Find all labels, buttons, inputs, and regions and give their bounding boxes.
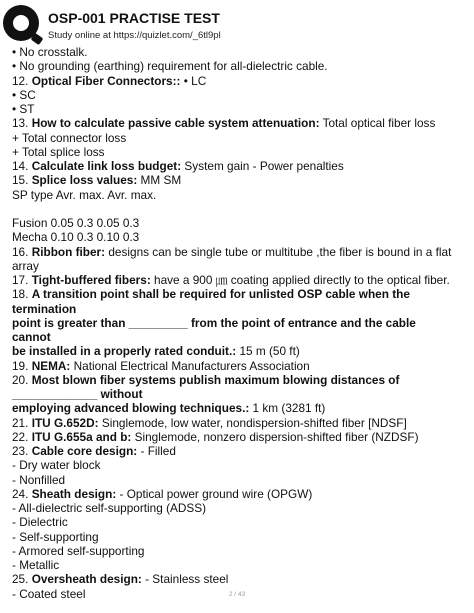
text-line xyxy=(12,45,468,59)
text-line xyxy=(12,430,468,444)
line-text: have a 900 ㎛ coating applied directly to the optical fiber. xyxy=(150,273,450,287)
bold-term: employing advanced blowing techniques.: xyxy=(12,401,250,416)
line-text: SP type Avr. max. Avr. max. xyxy=(12,187,157,202)
text-line xyxy=(12,145,468,159)
line-text: 15 m (50 ft) xyxy=(236,344,300,359)
bold-term: Ribbon fiber: xyxy=(31,244,106,259)
bold-term: NEMA: xyxy=(31,358,71,373)
line-text: 22. xyxy=(12,429,32,444)
bold-term: point is greater than _________ from the point of entrance and the cable xyxy=(12,315,416,330)
line-text: System gain - Power penalties xyxy=(181,159,344,173)
bold-term: Calculate link loss budget: xyxy=(31,159,182,173)
line-text: + Total splice loss xyxy=(12,144,105,159)
line-text: - Filled xyxy=(137,444,176,458)
line-text: 12. xyxy=(12,73,32,88)
text-line xyxy=(12,59,468,73)
line-text: + Total connector loss xyxy=(12,130,127,145)
page-number: 2 / 43 xyxy=(228,591,246,598)
line-text: 17. xyxy=(12,273,32,287)
bold-term: cannot xyxy=(12,330,51,344)
line-text: • No crosstalk. xyxy=(12,45,88,59)
line-text: designs can be single tube or multitube ,the fiber is bound in a flat array xyxy=(12,244,452,273)
line-text: 18. xyxy=(12,287,32,302)
line-text: - Self-supporting xyxy=(12,529,99,544)
study-link[interactable]: Study online at https://quizlet.com/_6tl9pl xyxy=(48,30,221,41)
bold-term: A transition point shall be required for unlisted OSP cable when the xyxy=(31,287,410,302)
line-text: 14. xyxy=(12,159,32,173)
bold-term: be installed in a properly rated conduit.: xyxy=(12,344,237,359)
text-line xyxy=(12,245,468,274)
text-line xyxy=(12,458,468,472)
line-text: - Coated steel xyxy=(12,586,86,601)
bold-term: How to calculate passive cable system attenuation: xyxy=(31,116,320,131)
bold-term: Most blown fiber systems publish maximum blowing distances of xyxy=(31,372,400,387)
line-text: - Stainless steel xyxy=(141,572,229,587)
line-text: Fusion 0.05 0.3 0.05 0.3 xyxy=(12,216,140,230)
text-line xyxy=(12,444,468,458)
text-line xyxy=(12,544,468,558)
line-text: Total optical fiber loss xyxy=(319,116,436,131)
line-text: National Electrical Manufacturers Association xyxy=(70,358,310,373)
bold-term: Sheath design: xyxy=(31,486,117,501)
text-line xyxy=(12,159,468,173)
text-line xyxy=(12,344,468,358)
text-line xyxy=(12,202,468,216)
text-line xyxy=(12,302,468,316)
text-line xyxy=(12,131,468,145)
line-text: MM SM xyxy=(137,173,182,188)
line-text: Singlemode, low water, nondispersion-shifted fiber [NDSF] xyxy=(98,415,407,430)
line-text: 21. xyxy=(12,415,32,430)
text-line xyxy=(12,416,468,430)
text-line xyxy=(12,487,468,501)
text-line xyxy=(12,287,468,301)
line-text: 20. xyxy=(12,372,32,387)
line-text: • No grounding (earthing) requirement for all-dielectric cable. xyxy=(12,59,328,74)
line-text: • ST xyxy=(12,102,35,116)
text-line xyxy=(12,102,468,116)
text-line xyxy=(12,501,468,515)
bold-term: Optical Fiber Connectors:: xyxy=(31,73,181,88)
text-line xyxy=(12,572,468,586)
document-body xyxy=(12,45,468,601)
line-text: 15. xyxy=(12,173,32,188)
bold-term: ITU G.655a and b: xyxy=(31,429,132,444)
document-title: OSP-001 PRACTISE TEST xyxy=(48,10,220,26)
text-line xyxy=(12,373,468,387)
bold-term: Cable core design: xyxy=(31,444,138,458)
bold-term: Tight-buffered fibers: xyxy=(31,273,151,287)
line-text: Singlemode, nonzero dispersion-shifted fiber (NZDSF) xyxy=(131,429,419,444)
line-text: 23. xyxy=(12,444,32,458)
line-text: 24. xyxy=(12,486,32,501)
text-line xyxy=(12,387,468,401)
quizlet-logo-icon xyxy=(3,5,39,41)
text-line xyxy=(12,473,468,487)
text-line xyxy=(12,116,468,130)
line-text: - Armored self-supporting xyxy=(12,543,145,558)
text-line xyxy=(12,558,468,572)
text-line xyxy=(12,173,468,187)
text-line xyxy=(12,515,468,529)
page-header xyxy=(0,0,474,44)
line-text: 13. xyxy=(12,116,32,131)
text-line xyxy=(12,330,468,344)
bold-term: _____________ without xyxy=(12,387,143,401)
line-text: - Dielectric xyxy=(12,515,68,530)
text-line xyxy=(12,88,468,102)
line-text: - All-dielectric self-supporting (ADSS) xyxy=(12,501,207,515)
text-line xyxy=(12,216,468,230)
line-text: • LC xyxy=(180,73,207,88)
line-text: • SC xyxy=(12,87,36,102)
text-line xyxy=(12,359,468,373)
text-line xyxy=(12,401,468,415)
bold-term: Oversheath design: xyxy=(31,572,142,587)
line-text: 25. xyxy=(12,572,32,587)
line-text: - Dry water block xyxy=(12,458,101,473)
line-text: - Nonfilled xyxy=(12,472,66,487)
bold-term: ITU G.652D: xyxy=(31,415,99,430)
text-line xyxy=(12,74,468,88)
text-line xyxy=(12,188,468,202)
line-text: - Optical power ground wire (OPGW) xyxy=(116,486,313,501)
line-text: - Metallic xyxy=(12,558,60,572)
bold-term: Splice loss values: xyxy=(31,173,138,188)
line-text: 16. xyxy=(12,244,32,259)
line-text: Mecha 0.10 0.3 0.10 0.3 xyxy=(12,230,140,245)
text-line xyxy=(12,273,468,287)
line-text: 1 km (3281 ft) xyxy=(249,401,326,416)
text-line xyxy=(12,230,468,244)
text-line xyxy=(12,530,468,544)
line-text: 19. xyxy=(12,358,32,373)
bold-term: termination xyxy=(12,301,77,316)
text-line xyxy=(12,316,468,330)
